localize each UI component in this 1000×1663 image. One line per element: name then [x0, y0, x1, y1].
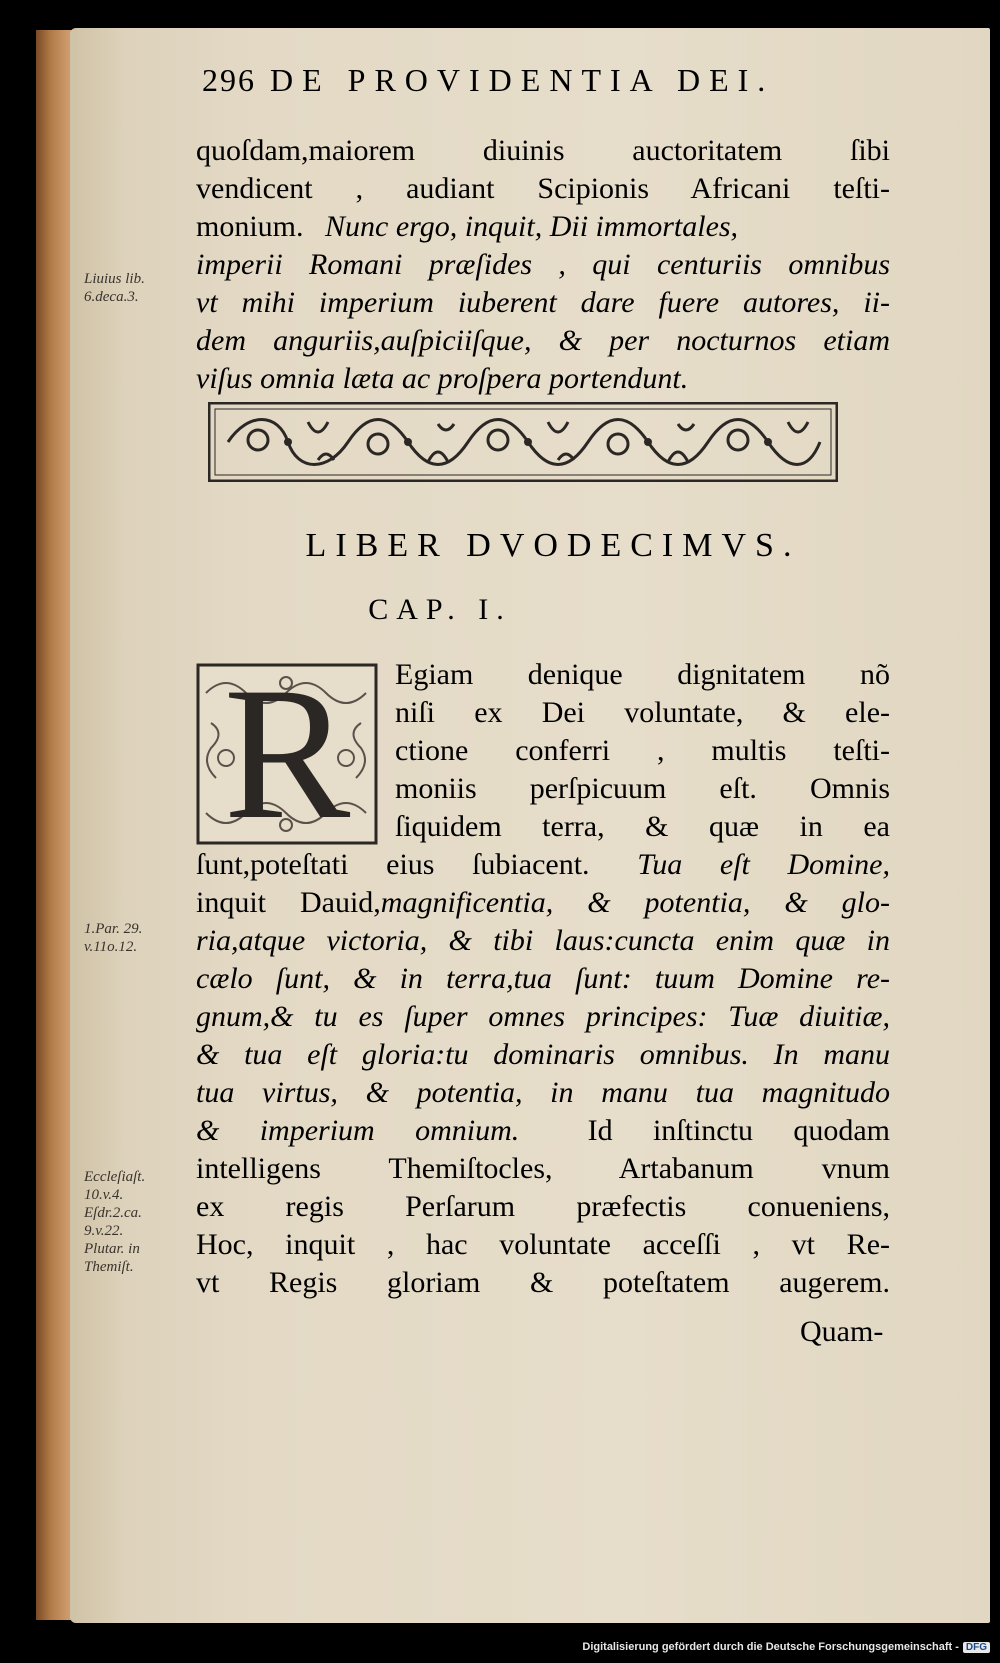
decorated-initial [196, 649, 378, 859]
text-line: dem anguriis,auſpiciiſque, & per nocturnos etiam [196, 324, 890, 357]
page-number: 296 [202, 62, 256, 98]
text-line: tua virtus, & potentia, in manu tua magnitudo [196, 1076, 890, 1109]
text-segment: monium. [196, 210, 304, 243]
margin-note-line: Themiſt. [84, 1259, 134, 1275]
text-line: quoſdam,maiorem diuinis auctoritatem ſibi [196, 134, 890, 167]
text-segment: ſunt,poteſtati eius ſubiacent. [196, 848, 590, 881]
text-line: ria,atque victoria, & tibi laus:cuncta enim quæ in [196, 924, 890, 957]
text-segment-italic: Nunc ergo, inquit, Dii immortales, [325, 210, 739, 243]
margin-note-line: Eſdr.2.ca. [84, 1205, 142, 1221]
text-segment-italic: & imperium omnium. [196, 1114, 520, 1147]
catchword: Quam- [800, 1315, 884, 1348]
margin-note-ecclesiastes [84, 1168, 194, 1276]
ornament-band [208, 402, 838, 482]
margin-note-paralipomenon [84, 920, 194, 956]
text-line: vendicent , audiant Scipionis Africani teſti- [196, 172, 890, 205]
margin-note-line: 9.v.22. [84, 1223, 124, 1239]
text-line [196, 1112, 890, 1150]
text-segment-italic: magnificentia, & potentia, & glo- [380, 886, 890, 919]
text-line: imperii Romani præſides , qui centuriis omnibus [196, 248, 890, 281]
text-line: ſiquidem terra, & quæ in ea [395, 810, 890, 843]
text-line: Egiam denique dignitatem nõ [395, 658, 890, 691]
dfg-logo: DFG [963, 1642, 990, 1653]
text-line [196, 208, 890, 246]
margin-note-line: Plutar. in [84, 1241, 140, 1257]
text-line: moniis perſpicuum eſt. Omnis [395, 772, 890, 805]
text-segment-italic: Tua eſt Domine, [637, 848, 890, 881]
chapter-heading: CAP. I. [368, 593, 512, 626]
margin-note-line: 6.deca.3. [84, 289, 139, 305]
margin-note-line: Eccleſiaſt. [84, 1169, 146, 1185]
credit-text: Digitalisierung gefördert durch die Deutsche Forschungsgemeinschaft - [582, 1641, 959, 1653]
margin-note-line: 10.v.4. [84, 1187, 124, 1203]
text-line: niſi ex Dei voluntate, & ele- [395, 696, 890, 729]
text-line: vt mihi imperium iuberent dare fuere autores, ii- [196, 286, 890, 319]
text-line: gnum,& tu es ſuper omnes principes: Tuæ diuitiæ, [196, 1000, 890, 1033]
margin-note-livius [84, 270, 194, 306]
running-head [202, 62, 902, 99]
text-line: intelligens Themiſtocles, Artabanum vnum [196, 1152, 890, 1185]
margin-note-line: 1.Par. 29. [84, 921, 143, 937]
text-line: ex regis Perſarum præfectis conueniens, [196, 1190, 890, 1223]
text-line: ctione conferri , multis teſti- [395, 734, 890, 767]
text-line: cælo ſunt, & in terra,tua ſunt: tuum Domine re- [196, 962, 890, 995]
text-line: Hoc, inquit , hac voluntate acceſſi , vt Re- [196, 1228, 890, 1261]
text-line [196, 884, 890, 922]
book-title: LIBER DVODECIMVS. [305, 527, 801, 564]
running-title: DE PROVIDENTIA DEI. [270, 62, 775, 98]
text-segment: Id inſtinctu quodam [587, 1114, 890, 1147]
text-line: vt Regis gloriam & poteſtatem augerem. [196, 1266, 890, 1299]
margin-note-line: Liuius lib. [84, 271, 145, 287]
initial-letter: R [223, 649, 351, 859]
margin-note-line: v.11o.12. [84, 939, 138, 955]
text-segment: inquit Dauid, [196, 886, 381, 919]
text-line: viſus omnia læta ac proſpera portendunt. [196, 362, 689, 395]
digitization-credit [582, 1641, 990, 1653]
text-line: & tua eſt gloria:tu dominaris omnibus. In manu [196, 1038, 890, 1071]
text-line [196, 846, 890, 884]
